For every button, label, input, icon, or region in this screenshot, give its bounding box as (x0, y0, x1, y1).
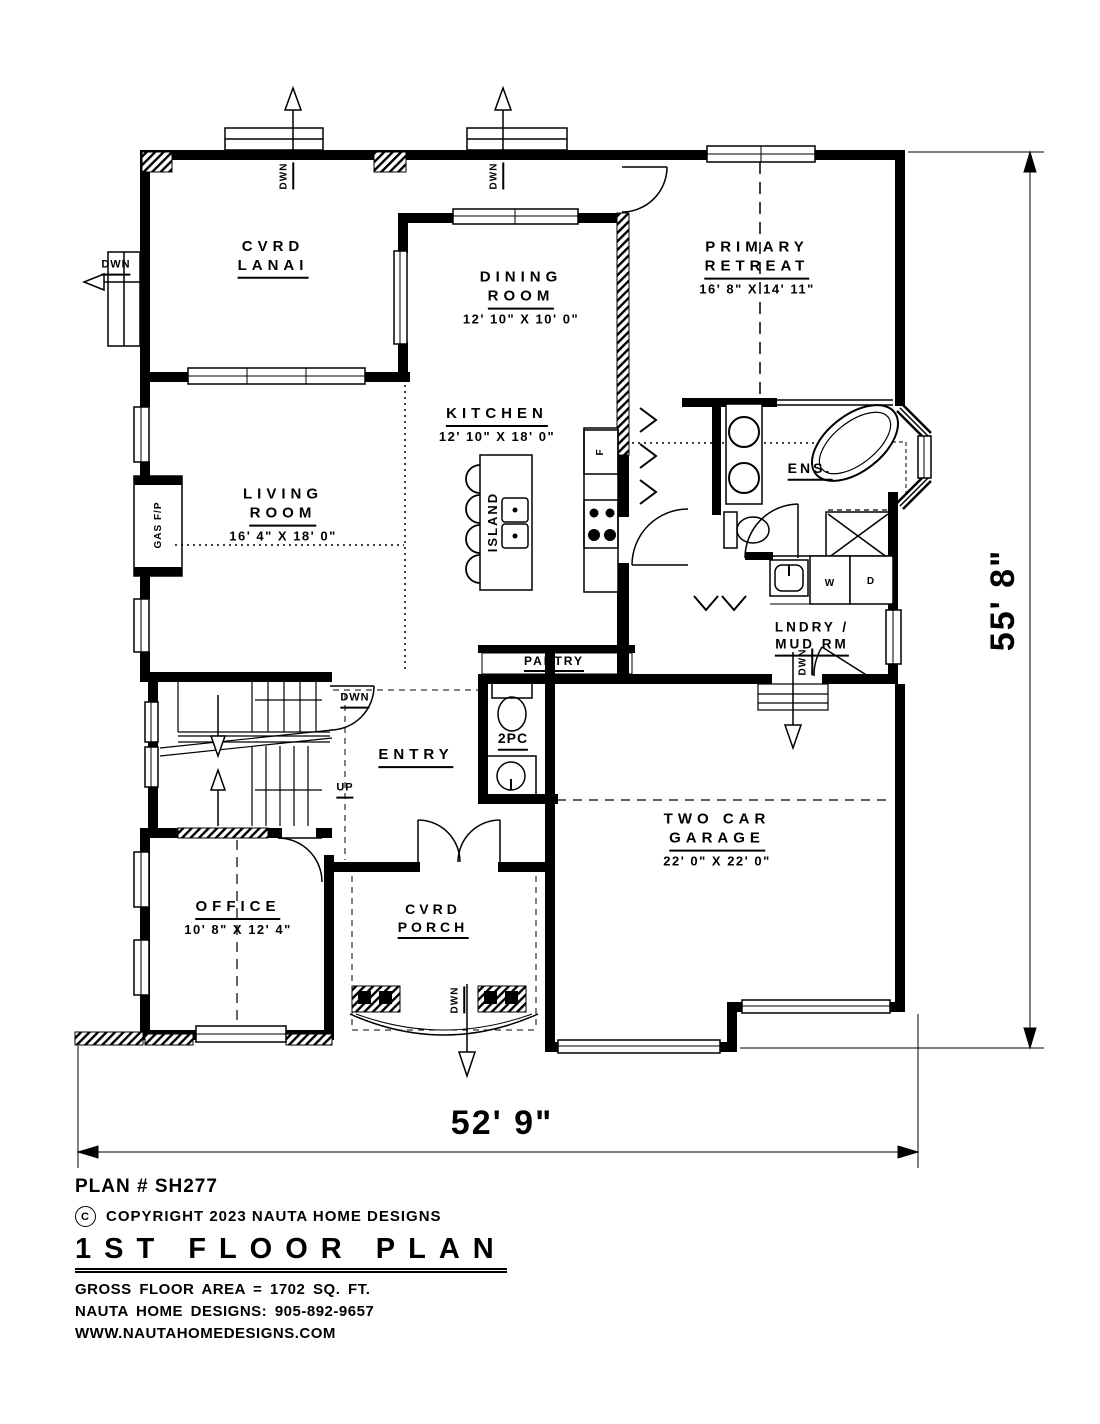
room-label-pantry: PANTRY (524, 654, 584, 672)
porch-pillars (350, 986, 538, 1035)
ensuite-bay-window (900, 408, 931, 506)
stairs (160, 680, 332, 826)
room-label-porch: CVRD PORCH (398, 901, 469, 939)
room-label-ensuite: ENS. (788, 460, 833, 481)
island-label: ISLAND (484, 491, 500, 553)
title-block (75, 1176, 507, 1344)
plan-number: PLAN # SH277 (75, 1176, 218, 1197)
fridge-label: F (594, 448, 606, 456)
room-label-living: LIVING ROOM 16' 4" X 18' 0" (229, 485, 337, 544)
room-label-kitchen: KITCHEN 12' 10" X 18' 0" (438, 405, 556, 444)
plan-info (75, 1279, 507, 1344)
room-label-dining: DINING ROOM 12' 10" X 10' 0" (462, 268, 580, 327)
overall-width-dimension: 52' 9" (450, 1103, 554, 1142)
room-label-garage: TWO CAR GARAGE 22' 0" X 22' 0" (663, 810, 771, 869)
primary-ledge (777, 400, 893, 405)
overall-height-dimension: 55' 8" (983, 548, 1022, 652)
down-label-lanai-side: DWN (101, 259, 130, 276)
room-label-powder: 2PC (498, 730, 528, 751)
up-label-stairs: UP (336, 782, 353, 799)
copyright-icon: C (75, 1206, 96, 1227)
down-label-lanai-step-2: DWN (488, 163, 504, 190)
room-label-entry: ENTRY (378, 746, 453, 768)
room-label-office: OFFICE 10' 8" X 12' 4" (184, 898, 292, 937)
designer-website: WWW.NAUTAHOMEDESIGNS.COM (75, 1324, 336, 1342)
copyright-line (75, 1206, 507, 1227)
copyright-text: COPYRIGHT 2023 NAUTA HOME DESIGNS (106, 1208, 442, 1225)
gas-fireplace-label: GAS F/P (152, 501, 164, 549)
room-label-primary: PRIMARY RETREAT 16' 8" X 14' 11" (699, 238, 815, 297)
dryer-label: D (866, 575, 876, 587)
sheet-title: 1ST FLOOR PLAN (75, 1233, 507, 1273)
down-label-porch: DWN (449, 987, 465, 1014)
down-label-lanai-step-1: DWN (278, 163, 294, 190)
room-label-laundry: LNDRY / MUD RM (775, 620, 849, 657)
down-label-mudroom: DWN (797, 649, 813, 676)
down-label-stairs: DWN (340, 692, 369, 709)
stair-arrows (211, 695, 225, 826)
washer-label: W (824, 577, 836, 589)
designer-phone: NAUTA HOME DESIGNS: 905-892-9657 (75, 1302, 375, 1320)
room-label-cvrd-lanai: CVRD LANAI (238, 238, 309, 279)
gross-area: GROSS FLOOR AREA = 1702 SQ. FT. (75, 1281, 371, 1298)
